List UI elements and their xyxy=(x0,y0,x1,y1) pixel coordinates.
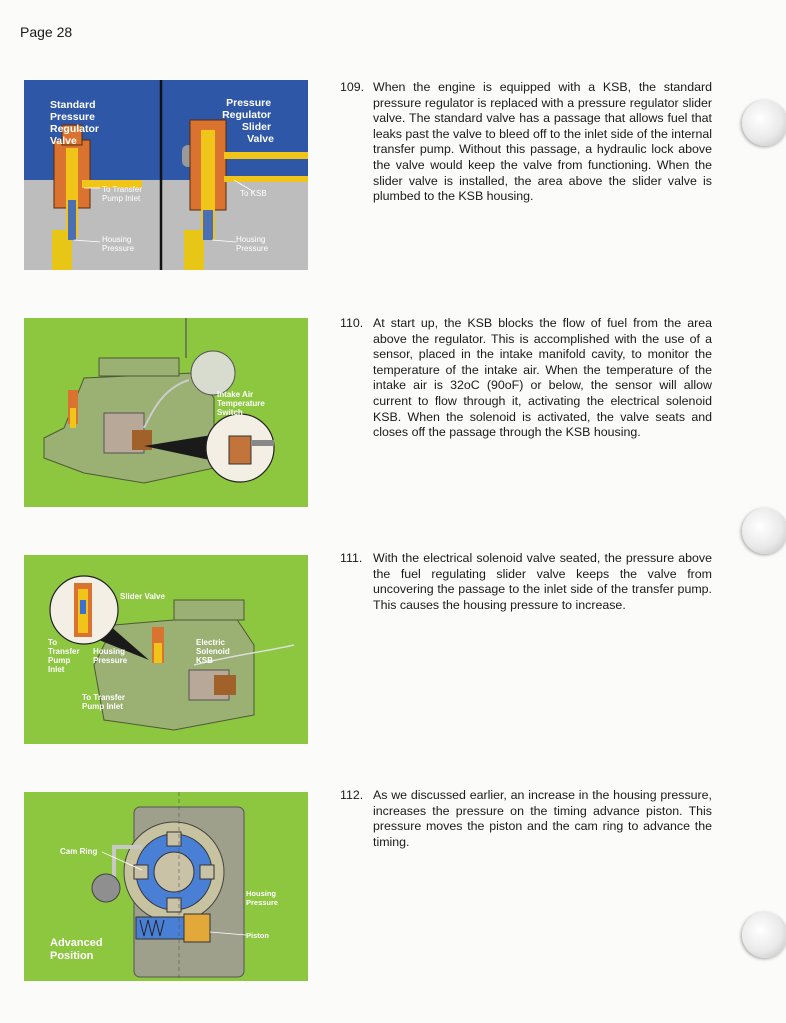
fig4-piston: Piston xyxy=(246,931,269,940)
fig1-left-title-3: Regulator xyxy=(50,123,100,135)
figure-intake-air-switch xyxy=(24,318,308,507)
fig2-intake-label-2: Temperature xyxy=(217,399,265,408)
fig1-to-transfer-1: To Transfer xyxy=(102,185,143,194)
fig1-right-title-2: Regulator xyxy=(222,109,272,121)
paragraph-text: When the engine is equipped with a KSB, the standard pressure regulator is replaced with a pressure regulator slider valve. The standard valve has a passage that allows fuel that leaks past the valve to bleed off to the inlet side of the internal transfer pump. Without this passage, a hydraulic lock above the valve would keep the valve from functioning. When the slider valve is installed, the area above the slider valve is plumbed to the KSB housing. xyxy=(373,80,712,204)
slider-valve-diagram xyxy=(24,555,308,744)
fig3-slider-valve: Slider Valve xyxy=(120,592,165,601)
fig3-solenoid-3: KSB xyxy=(196,656,213,665)
fig3-housing-2: Pressure xyxy=(93,656,128,665)
fig3-to-transfer-2: Pump Inlet xyxy=(82,702,123,711)
fig3-to-1: To xyxy=(48,638,58,647)
paragraph-110 xyxy=(340,316,712,441)
paragraph-112 xyxy=(340,788,712,850)
fig1-housing-right-2: Pressure xyxy=(236,244,269,253)
fig2-intake-label-1: Intake Air xyxy=(217,390,254,399)
fig3-housing-1: Housing xyxy=(93,647,125,656)
paragraph-111 xyxy=(340,551,712,613)
fig1-housing-left-1: Housing xyxy=(102,235,132,244)
fig1-to-transfer-2: Pump Inlet xyxy=(102,194,141,203)
fig1-left-title-1: Standard xyxy=(50,99,96,111)
fig3-to-transfer-1: To Transfer xyxy=(82,693,125,702)
fig4-housing-2: Pressure xyxy=(246,898,279,907)
fig1-left-title-4: Valve xyxy=(50,135,77,147)
fig1-housing-right-1: Housing xyxy=(236,235,266,244)
advanced-position-diagram xyxy=(24,792,308,981)
paragraph-text: At start up, the KSB blocks the flow of fuel from the area above the regulator. This is accomplished with the use of a sensor, placed in the intake manifold cavity, to monitor the temperature of the intake air. When the temperature of the intake air is 32oC (90oF) or below, the sensor will allow current to flow through it, activating the electrical solenoid KSB. When the solenoid is activated, the valve seats and closes off the passage through the KSB housing. xyxy=(373,316,712,440)
fig1-right-title-3: Slider xyxy=(241,121,272,133)
fig3-to-4: Inlet xyxy=(48,665,65,674)
paragraph-text: As we discussed earlier, an increase in the housing pressure, increases the pressure on the timing advance piston. This pressure moves the piston and the cam ring to advance the timing. xyxy=(373,788,712,849)
paragraph-number: 112. xyxy=(340,788,364,802)
figure-advanced-position xyxy=(24,792,308,981)
paragraph-number: 111. xyxy=(340,551,363,565)
binder-hole xyxy=(742,508,786,554)
fig1-right-title-4: Valve xyxy=(247,133,274,145)
paragraph-text: With the electrical solenoid valve seated, the pressure above the fuel regulating slider valve keeps the valve from uncovering the passage to the inlet side of the transfer pump. This causes the housing pressure to increase. xyxy=(373,551,712,612)
fig3-to-2: Transfer xyxy=(48,647,80,656)
figure-slider-valve-ksb xyxy=(24,555,308,744)
binder-hole xyxy=(742,912,786,958)
fig4-housing-1: Housing xyxy=(246,889,276,898)
fig1-to-ksb: To KSB xyxy=(240,189,267,198)
regulator-diagram xyxy=(24,80,308,270)
binder-hole xyxy=(742,100,786,146)
page-number: Page 28 xyxy=(20,24,73,40)
fig3-solenoid-2: Solenoid xyxy=(196,647,230,656)
intake-switch-diagram xyxy=(24,318,308,507)
fig3-solenoid-1: Electric xyxy=(196,638,225,647)
fig1-housing-left-2: Pressure xyxy=(102,244,135,253)
paragraph-109 xyxy=(340,80,712,205)
paragraph-number: 110. xyxy=(340,316,364,330)
fig4-cam-ring: Cam Ring xyxy=(60,847,98,856)
fig4-advanced-2: Position xyxy=(50,950,94,962)
fig4-advanced-1: Advanced xyxy=(50,937,103,949)
fig3-to-3: Pump xyxy=(48,656,71,665)
fig2-intake-label-3: Switch xyxy=(217,408,243,417)
fig1-left-title-2: Pressure xyxy=(50,111,95,123)
fig1-right-title-1: Pressure xyxy=(226,97,272,109)
paragraph-number: 109. xyxy=(340,80,365,94)
figure-regulator-comparison xyxy=(24,80,308,270)
